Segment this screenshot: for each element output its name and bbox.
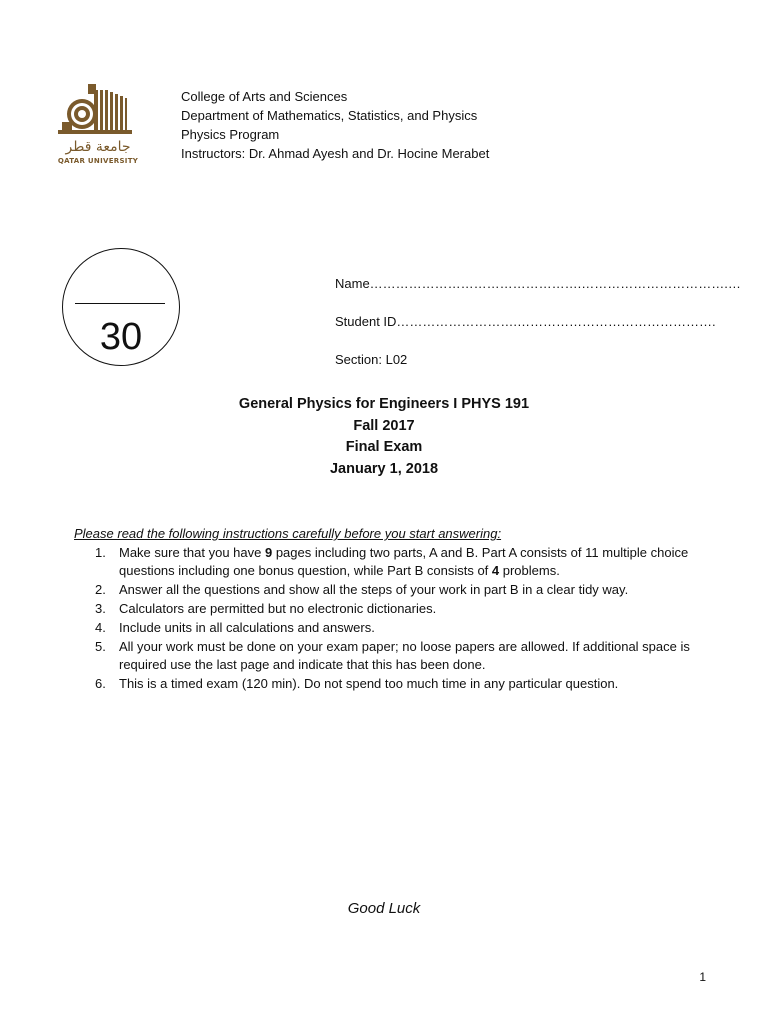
department-name: Department of Mathematics, Statistics, and Physics xyxy=(181,108,478,123)
qatar-university-logo xyxy=(52,84,144,170)
score-blank-line xyxy=(75,303,165,304)
instructions-section xyxy=(74,525,706,693)
institution-header xyxy=(181,87,489,163)
instruction-item xyxy=(74,675,706,693)
student-info-fields xyxy=(335,276,741,390)
good-luck-text: Good Luck xyxy=(347,900,421,917)
problem-count: 4 xyxy=(491,563,500,578)
instruction-number: 5. xyxy=(95,639,106,654)
instruction-text: This is a timed exam (120 min). Do not spend too much time in any particular question. xyxy=(119,676,619,691)
program-name: Physics Program xyxy=(181,127,280,142)
instruction-text: Answer all the questions and show all the steps of your work in part B in a clear tidy way. xyxy=(119,582,629,597)
instruction-item xyxy=(74,544,706,580)
instruction-item xyxy=(74,619,706,637)
score-total: 30 xyxy=(99,316,143,358)
instruction-item xyxy=(74,581,706,599)
exam-type: Final Exam xyxy=(345,439,423,455)
instruction-text: Make sure that you have 9 pages including two parts, A and B. Part A consists of 11 multiple choice questions including one bonus question, while Part B consists of 4 problems. xyxy=(119,545,689,578)
name-field: Name………………………………………….…………………………….… xyxy=(335,276,741,291)
page-number: 1 xyxy=(699,970,706,984)
page-count: 9 xyxy=(264,545,273,560)
logo-arabic-text: جامعة قطر xyxy=(65,139,131,155)
exam-date: January 1, 2018 xyxy=(329,460,439,477)
exam-term: Fall 2017 xyxy=(353,417,415,434)
instruction-number: 2. xyxy=(95,582,106,597)
logo-english-text: QATAR UNIVERSITY xyxy=(57,157,139,165)
instruction-number: 1. xyxy=(95,545,106,560)
university-emblem-icon xyxy=(52,84,144,140)
instruction-text: Calculators are permitted but no electronic dictionaries. xyxy=(119,601,437,616)
student-id-field: Student ID……………………….………………………………………. xyxy=(335,314,716,329)
instructions-heading: Please read the following instructions carefully before you start answering: xyxy=(74,526,502,541)
section-field: Section: L02 xyxy=(335,352,408,367)
college-name: College of Arts and Sciences xyxy=(181,89,348,104)
exam-title-block xyxy=(0,394,768,480)
instruction-text: All your work must be done on your exam paper; no loose papers are allowed. If additional space is required use the last page and indicate that this has been done. xyxy=(119,639,690,672)
instruction-text: Include units in all calculations and answers. xyxy=(119,620,375,635)
instruction-number: 6. xyxy=(95,676,106,691)
instruction-number: 4. xyxy=(95,620,106,635)
instructors-line: Instructors: Dr. Ahmad Ayesh and Dr. Hocine Merabet xyxy=(181,146,490,161)
course-title: General Physics for Engineers I PHYS 191 xyxy=(238,396,530,412)
instruction-item xyxy=(74,638,706,674)
score-circle xyxy=(62,248,180,366)
instruction-item xyxy=(74,600,706,618)
instruction-number: 3. xyxy=(95,601,106,616)
